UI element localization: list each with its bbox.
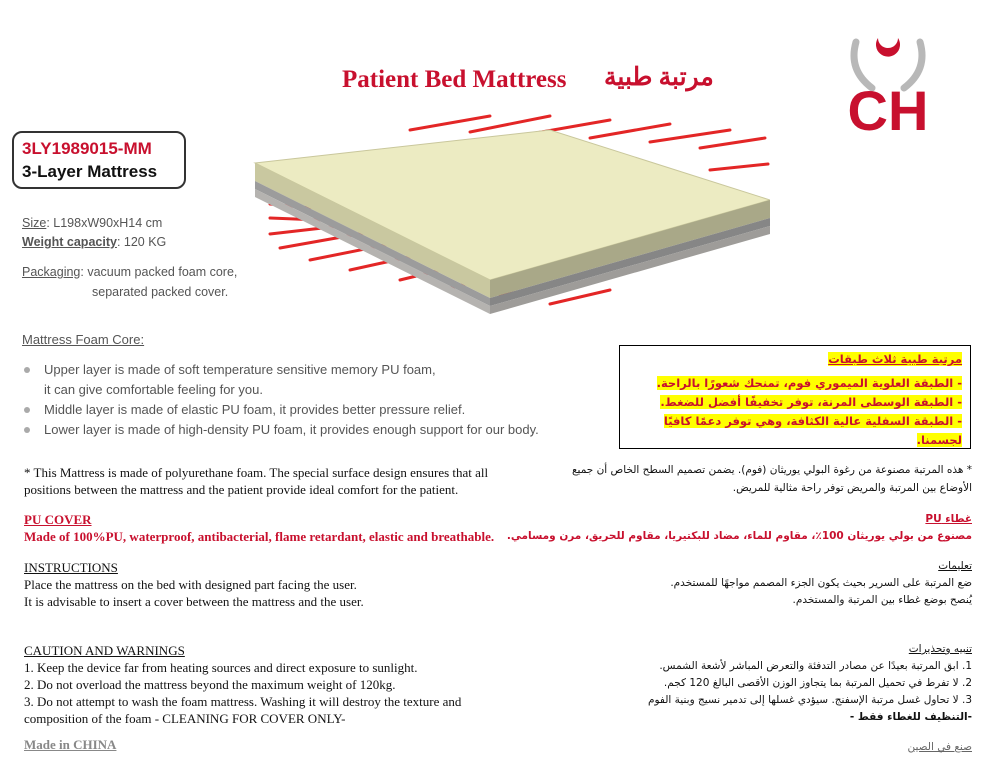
list-item: Lower layer is made of high-density PU foam, it provides enough support for our body. [22,420,539,440]
made-in-china: Made in CHINA [24,737,117,752]
caution-title-ar: تنبيه وتحذيرات [908,643,972,655]
model-code: 3LY1989015-MM [22,139,152,158]
caution-line3: 3. Do not attempt to wash the foam mattress. Washing it will destroy the texture and [24,694,462,709]
spec-weight [22,235,166,249]
caution-line1: 1. Keep the device far from heating sources and direct exposure to sunlight. [24,660,418,675]
instructions-title: INSTRUCTIONS [24,560,118,575]
spec-size [22,216,162,230]
pu-cover-text-ar: مصنوع من بولي يوريثان 100٪، مقاوم للماء، مضاد للبكتيريا، مقاوم للحريق، مرن ومسامي. [506,530,972,542]
arabic-box-line: - الطبقة العلوية الميموري فوم، تمنحك شعورًا بالراحة. [656,376,962,390]
caution-title: CAUTION AND WARNINGS [24,643,185,658]
instructions-line1: Place the mattress on the bed with designed part facing the user. [24,577,357,592]
pu-cover-title-ar: غطاء PU [925,513,972,525]
caution-line4: composition of the foam - CLEANING FOR COVER ONLY- [24,711,346,726]
note-en-line2: positions between the mattress and the patient provide ideal comfort for the patient. [24,482,459,497]
arabic-box-line: - الطبقة الوسطى المرنة، توفر تخفيفًا أفضل للضغط. [660,395,962,409]
model-box [12,131,186,189]
pu-cover-title: PU COVER [24,512,92,527]
list-item: Middle layer is made of elastic PU foam, it provides better pressure relief. [22,400,539,420]
arabic-layers-box [619,345,971,449]
spec-weight-label: Weight capacity [22,235,117,249]
logo-text: CH [847,79,929,140]
made-in-china-ar: صنع في الصين [907,741,972,753]
instructions-line2-ar: يُنصح بوضع غطاء بين المرتبة والمستخدم. [792,594,972,606]
spec-weight-value: : 120 KG [116,235,167,249]
title-arabic: مرتبة طبية [604,64,714,91]
instructions-title-ar: تعليمات [938,560,972,572]
foam-core-title: Mattress Foam Core: [22,332,145,347]
caution-line2: 2. Do not overload the mattress beyond the maximum weight of 120kg. [24,677,396,692]
instructions-line2: It is advisable to insert a cover between the mattress and the user. [24,594,364,609]
spec-size-value: : L198xW90xH14 cm [46,216,163,230]
pu-cover-text: Made of 100%PU, waterproof, antibacterial, flame retardant, elastic and breathable. [24,529,495,544]
caution-line4-ar: -التنظيف للغطاء فقط - [849,711,972,723]
foam-core-list [22,360,539,440]
ch-logo [838,30,938,140]
note-en-line1: * This Mattress is made of polyurethane foam. The special surface design ensures that all [24,465,489,480]
model-name: 3-Layer Mattress [22,162,158,181]
spec-packaging [22,265,237,279]
spec-packaging-label: Packaging [22,265,81,279]
list-item-continuation: it can give comfortable feeling for you. [44,382,263,397]
list-item: Upper layer is made of soft temperature sensitive memory PU foam, [22,360,539,380]
spec-size-label: Size [22,216,47,230]
spec-packaging-line1: : vacuum packed foam core, [80,265,238,279]
instructions-line1-ar: ضع المرتبة على السرير بحيث يكون الجزء المصمم مواجهًا للمستخدم. [670,577,972,589]
spec-packaging-line2: separated packed cover. [92,285,229,299]
mattress-illustration [250,108,770,323]
caution-line3-ar: 3. لا تحاول غسل مرتبة الإسفنج. سيؤدي غسلها إلى تدمير نسيج وبنية الفوم [647,694,972,706]
note-ar-line2: الأوضاع بين المرتبة والمريض توفر راحة مثالية للمريض. [732,482,972,494]
arabic-box-title: مرتبة طبية ثلاث طبقات [828,352,962,366]
caution-line2-ar: 2. لا تفرط في تحميل المرتبة بما يتجاوز الوزن الأقصى البالغ 120 كجم. [663,677,972,689]
note-ar-line1: * هذه المرتبة مصنوعة من رغوة البولي يوريثان (فوم). يضمن تصميم السطح الخاص أن جميع [571,464,972,476]
caution-line1-ar: 1. ابق المرتبة بعيدًا عن مصادر التدفئة والتعرض المباشر لأشعة الشمس. [659,660,972,672]
arabic-box-line: - الطبقة السفلية عالية الكثافة، وهي توفر دعمًا كافيًا لجسمنا. [663,414,962,447]
title-english: Patient Bed Mattress [342,66,567,93]
